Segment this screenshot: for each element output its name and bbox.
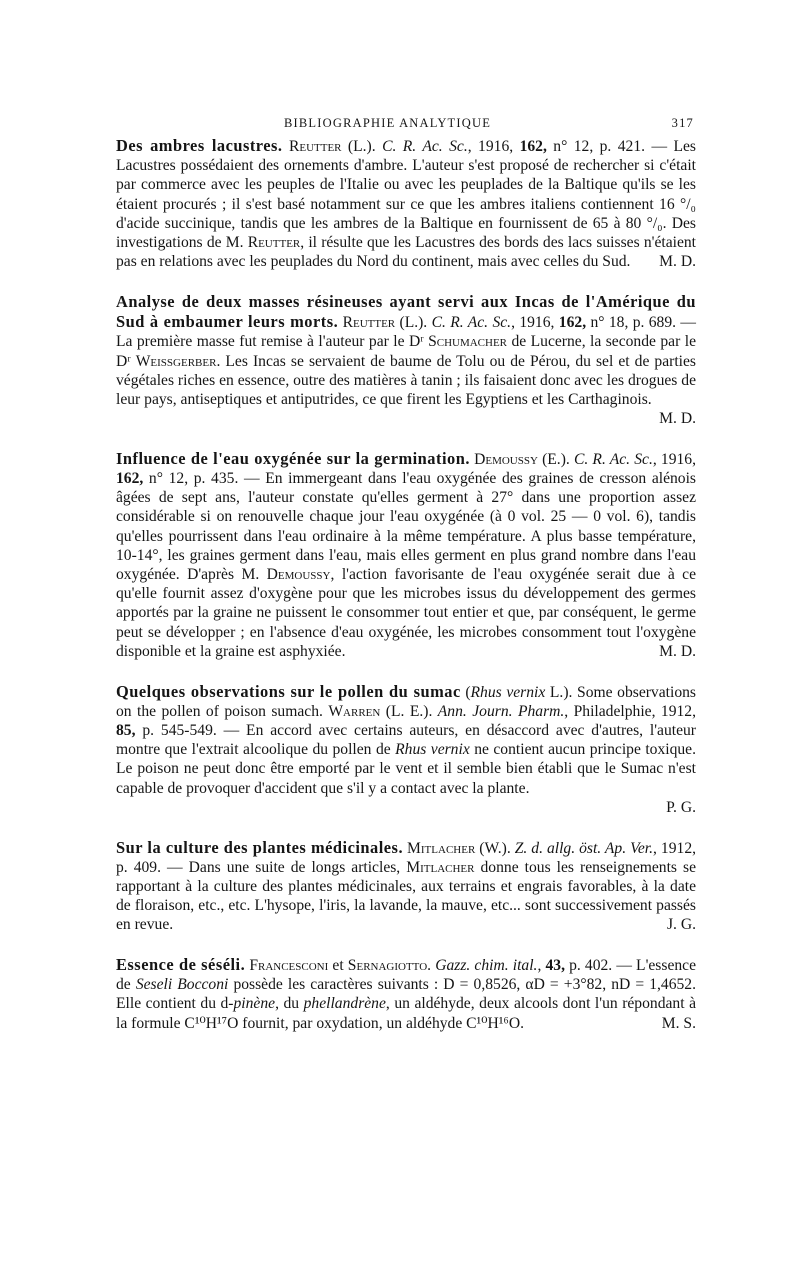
reviewer-signature: P. G. (666, 798, 696, 816)
entry-body: p. 545-549. — En accord avec certains auteurs, en désaccord avec d'autres, l'auteur montre que l'extrait alcoolique du pollen de (116, 721, 696, 759)
reviewer-signature: J. G. (666, 916, 696, 934)
entry-body: n° 12, p. 435. — En immergeant dans l'eau oxygénée des graines de cresson alénois âgées de sept ans, l'auteur constate qu'elles germent à 27° dans une proportion assez considérable si on renouvelle chaque jour l'eau oxygénée (à 0 vol. 25 — 0 vol. 6), tandis qu'elles pourrissent dans l'eau ordinaire à la même température. A plus basse température, 10-14°, les graines germent dans l'eau, mais elles germent en plus grand nombre dans l'eau oxygénée. D'après M. (116, 470, 696, 584)
entry-body: possède les caractères suivants : D = 0,8526, αD = +3°82, nD = 1,4652. Elle contient du d- (116, 976, 696, 1013)
reviewer-signature: M. D. (659, 642, 696, 660)
author-name: Warren (328, 702, 381, 720)
entry-body: , un aldéhyde, deux alcools dont l'un répondant à la formule C¹⁰H¹⁷O fournit, par oxydation, un aldéhyde C¹⁰H¹⁶O. (116, 995, 696, 1032)
reviewer-signature: M. D. (659, 410, 696, 428)
entry-body: n° 18, p. 689. — La première masse fut remise à l'auteur par le Dʳ (116, 314, 697, 351)
journal-name: Z. d. allg. öst. Ap. Ver. (514, 839, 654, 857)
chemical-name: pinène (233, 995, 276, 1013)
entry-body: , l'action favorisante de l'eau oxygénée serait due à ce qu'elle fournit assez d'oxygène pour que les microbes issus du développement des germes apportés par la graine ne puissent le consommer tout entier et que, par conséquent, le germe peut se développer ; en l'absence d'eau oxygénée, les microbes consomment tout l'oxygène disponible et la graine est asphyxiée. (116, 566, 697, 660)
reviewer-signature: M. D. (659, 253, 696, 271)
entry-body: Some observations on the pollen of poison sumach. (116, 683, 696, 720)
person-name: Schumacher (428, 333, 508, 351)
author-name: Demoussy (474, 450, 538, 468)
author-name: Mitlacher (407, 839, 476, 857)
person-name: Weissgerber (135, 352, 217, 370)
species-name: Seseli Bocconi (135, 976, 229, 994)
species-name: Rhus vernix (470, 683, 546, 701)
entry-body: , il résulte que les Lacustres des bords des lacs suisses n'étaient pas en relations avec les peuplades du Nord du continent, mais avec celles du Sud. (116, 234, 696, 271)
author-name: Reutter (288, 138, 342, 155)
volume-number: 85, (116, 721, 136, 739)
journal-name: Gazz. chim. ital. (435, 957, 538, 975)
entry-title: Des ambres lacustres. (116, 136, 283, 155)
entry-body: donne tous les renseignements se rapportant à la culture des plantes médicinales, aux terrains et engrais favorables, à la date de floraison, etc., etc. L'hysope, l'iris, la lavande, la mauve, etc... sont successivement passés en revue. (116, 858, 697, 934)
volume-number: 162, (519, 138, 547, 155)
entry-eau-oxygenee: Influence de l'eau oxygénée sur la germination. Demoussy (E.). C. R. Ac. Sc., 1916, 162, n° 12, p. 435. — En immergeant dans l'eau oxygénée des graines de cresson alénois âgées de sept ans, l'auteur constate qu'elles germent à 27° dans une proportion assez considérable si on renouvelle chaque jour l'eau oxygénée (à 0 vol. 25 — 0 vol. 6), tandis qu'elles pourrissent dans l'eau ordinaire à la même température. A plus basse température, 10-14°, les graines germent dans l'eau, mais elles germent en plus grand nombre dans l'eau oxygénée. D'après M. Demoussy, l'action favorisante de l'eau oxygénée serait due à ce qu'elle fournit assez d'oxygène pour que les microbes issus du développement des germes apportés par la graine ne puissent le consommer tout entier et que, par conséquent, le germe peut se développer ; en l'absence d'eau oxygénée, les microbes consomment tout l'oxygène disponible et la graine est asphyxiée. M. D. (116, 448, 697, 660)
document-page (116, 112, 696, 1053)
running-title: BIBLIOGRAPHIE ANALYTIQUE (284, 116, 492, 130)
entry-title: Quelques observations sur le pollen du sumac (116, 681, 461, 701)
entry-title: Sur la culture des plantes médicinales. (116, 837, 404, 857)
person-name: Mitlacher (406, 858, 475, 876)
entry-title: Essence de séséli. (116, 955, 246, 975)
author-name: Reutter (247, 234, 301, 252)
volume-number: 162, (558, 314, 587, 332)
species-name: Rhus vernix (395, 741, 470, 759)
entry-body: p. 402. — L'essence de (116, 957, 696, 994)
entry-plantes-medicinales: Sur la culture des plantes médicinales. Mitlacher (W.). Z. d. allg. öst. Ap. Ver., 1912, p. 409. — Dans une suite de longs articles, Mitlacher donne tous les renseignements se rapportant à la culture des plantes médicinales, aux terrains et engrais favorables, à la date de floraison, etc., etc. L'hysope, l'iris, la lavande, la mauve, etc... sont successivement passés en revue. J. G. (116, 837, 697, 934)
entry-essence-seseli: Essence de séséli. Francesconi et Sernagiotto. Gazz. chim. ital., 43, p. 402. — L'essence de Seseli Bocconi possède les caractères suivants : D = 0,8526, αD = +3°82, nD = 1,4652. Elle contient du d-pinène, du phellandrène, un aldéhyde, deux alcools dont l'un répondant à la formule C¹⁰H¹⁷O fournit, par oxydation, un aldéhyde C¹⁰H¹⁶O. M. S. (116, 955, 696, 1032)
entry-masses-resineuses: Analyse de deux masses résineuses ayant servi aux Incas de l'Amérique du Sud à embaumer leurs morts. Reutter (L.). C. R. Ac. Sc., 1916, 162, n° 18, p. 689. — La première masse fut remise à l'auteur par le Dʳ Schumacher de Lucerne, la seconde par le Dʳ Weissgerber. Les Incas se servaient de baume de Tolu ou de Pérou, du sel et de parties végétales riches en essence, outre des matières à tanin ; ils faisaient donc avec les drogues de leur pays, antiseptiques et antiputrides, ce que firent les Egyptiens et les Carthaginois. M. D. (116, 291, 697, 428)
volume-number: 162, (116, 470, 144, 488)
volume-number: 43, (545, 957, 565, 975)
journal-name: C. R. Ac. Sc. (382, 138, 468, 155)
reviewer-signature: M. S. (661, 1014, 696, 1032)
entry-title: Influence de l'eau oxygénée sur la germination. (116, 448, 470, 468)
entry-title: Analyse de deux masses résineuses ayant servi aux Incas de l'Amérique du Sud à embaumer leurs morts. (116, 291, 696, 332)
page-number: 317 (671, 116, 694, 130)
entry-pollen-sumac: Quelques observations sur le pollen du sumac (Rhus vernix L.). Some observations on the pollen of poison sumach. Warren (L. E.). Ann. Journ. Pharm., Philadelphie, 1912, 85, p. 545-549. — En accord avec certains auteurs, en désaccord avec d'autres, l'auteur montre que l'extrait alcoolique du pollen de Rhus vernix ne contient aucun principe toxique. Le poison ne peut donc être emporté par le vent et il semble bien établi que le Sumac n'est capable de provoquer d'accident que s'il y a contact avec la plante. P. G. (116, 681, 696, 816)
entry-body: ne contient aucun principe toxique. Le poison ne peut donc être emporté par le vent et il semble bien établi que le Sumac n'est capable de provoquer d'accident que s'il y a contact avec la plante. (116, 741, 696, 797)
author-name: Francesconi (249, 957, 329, 975)
person-name: Demoussy (266, 566, 331, 584)
entry-body: n° 12, p. 421. — Les Lacustres possédaient des ornements d'ambre. L'auteur s'est proposé de rechercher si c'était par commerce avec les peuples de l'Italie ou avec les peuplades de la Baltique qu'ils se les étaient procurés ; il s'est basé notamment sur ce que les ambres italiens contiennent 16 °/₀ d'acide succinique, tandis que les ambres de la Baltique en fournissent de 65 à 80 °/₀. Des investigations de M. (116, 138, 696, 252)
entry-body: . Les Incas se servaient de baume de Tolu ou de Pérou, du sel et de parties végétales riches en essence, outre des matières à tanin ; ils faisaient donc avec les drogues de leur pays, antiseptiques et antiputrides, ce que firent les Egyptiens et les Carthaginois. (116, 352, 696, 408)
journal-name: Ann. Journ. Pharm. (437, 702, 565, 720)
journal-name: C. R. Ac. Sc. (431, 314, 512, 332)
entry-ambres-lacustres: Des ambres lacustres. Reutter (L.). C. R. Ac. Sc., 1916, 162, n° 12, p. 421. — Les Lacustres possédaient des ornements d'ambre. L'auteur s'est proposé de rechercher si c'était par commerce avec les peuples de l'Italie ou avec les peuplades de la Baltique qu'ils se les étaient procurés ; il s'est basé notamment sur ce que les ambres italiens contiennent 16 °/₀ d'acide succinique, tandis que les ambres de la Baltique en fournissent de 65 à 80 °/₀. Des investigations de M. Reutter, il résulte que les Lacustres des bords des lacs suisses n'étaient pas en relations avec les peuplades du Nord du continent, mais avec celles du Sud. M. D. (116, 136, 696, 271)
page-header (116, 112, 696, 136)
author-name: Sernagiotto (347, 957, 428, 975)
author-name: Reutter (342, 314, 396, 332)
journal-name: C. R. Ac. Sc. (573, 450, 653, 468)
chemical-name: phellandrène (303, 995, 386, 1013)
entry-body: de Lucerne, la seconde par le Dʳ (116, 333, 696, 370)
